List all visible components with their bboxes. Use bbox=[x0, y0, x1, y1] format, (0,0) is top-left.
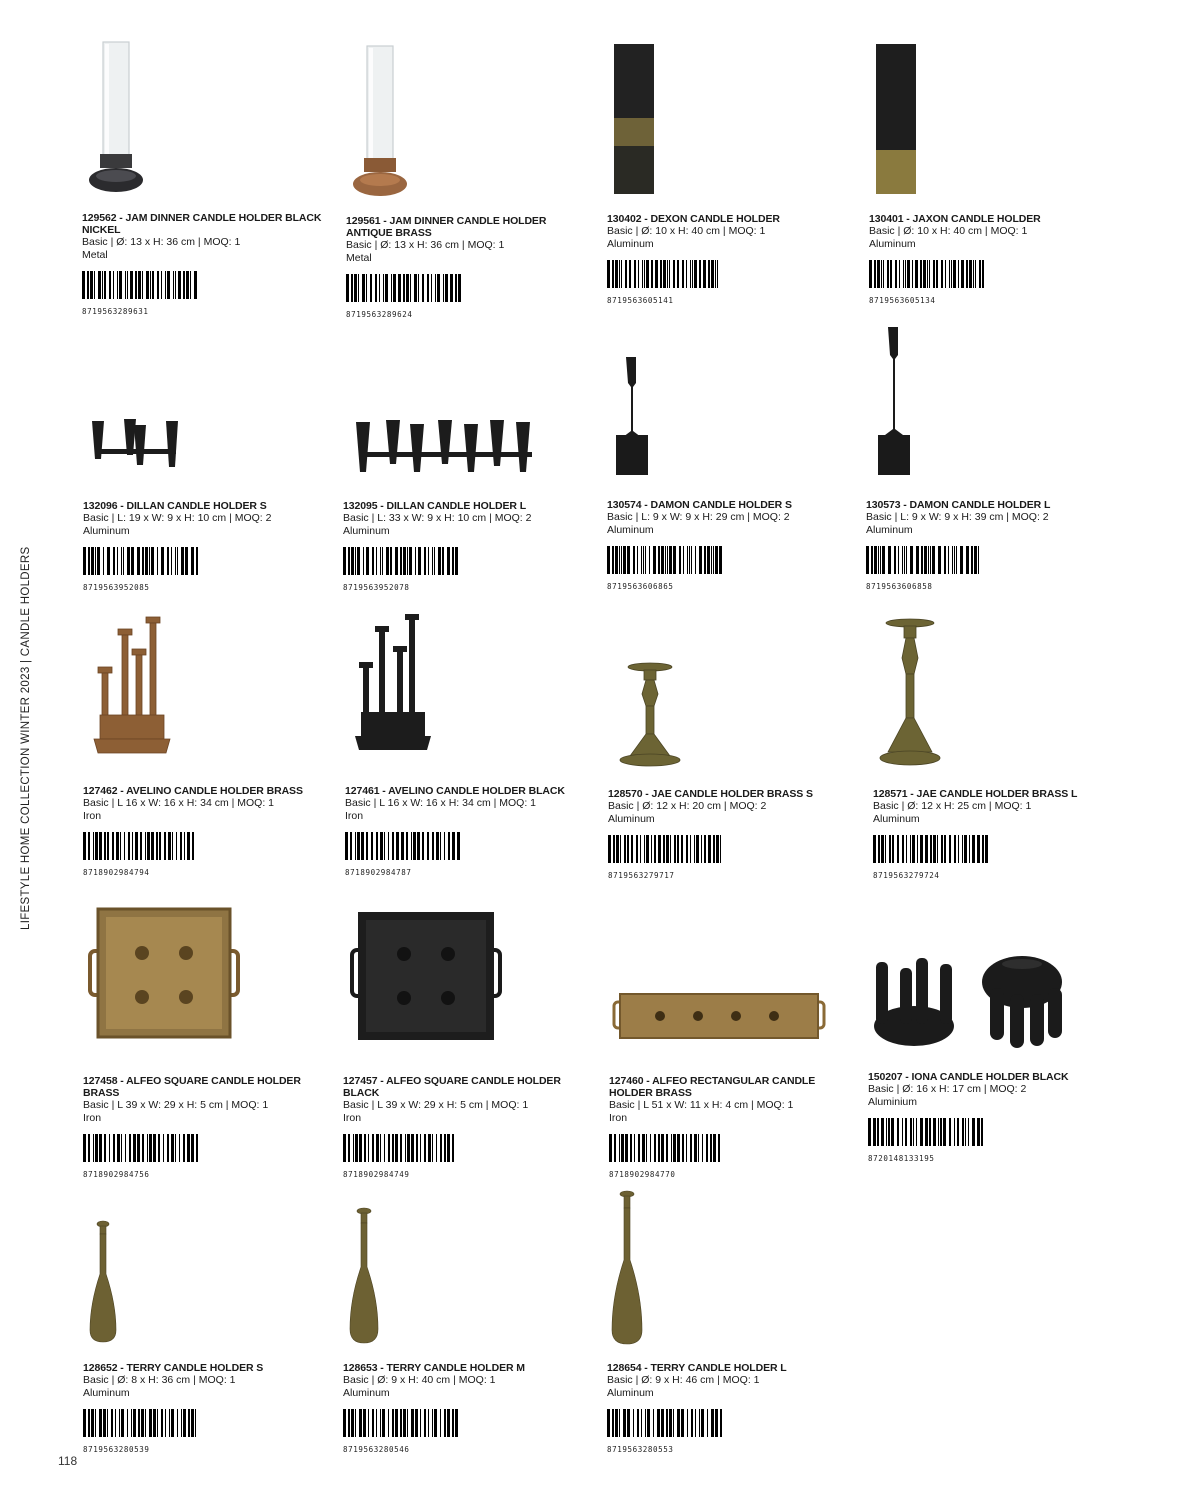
product-card bbox=[607, 1362, 857, 1454]
octopus-black-image bbox=[872, 954, 1082, 1050]
ean-code: 8719563289631 bbox=[82, 307, 149, 316]
glass-hurricane-black-nickel-image bbox=[86, 40, 156, 195]
product-card bbox=[609, 1075, 859, 1179]
ean-code: 8719563952078 bbox=[343, 583, 410, 592]
ean-code: 8719563280539 bbox=[83, 1445, 150, 1454]
product-spec: Basic | L 16 x W: 16 x H: 34 cm | MOQ: 1 bbox=[83, 797, 275, 809]
product-title: 128654 - TERRY CANDLE HOLDER L bbox=[607, 1362, 787, 1374]
product-material: Metal bbox=[346, 252, 372, 264]
product-spec: Basic | Ø: 12 x H: 20 cm | MOQ: 2 bbox=[608, 800, 767, 812]
product-material: Aluminum bbox=[343, 1387, 390, 1399]
section-label: LIFESTYLE HOME COLLECTION WINTER 2023 | CANDLE HOLDERS bbox=[20, 546, 32, 930]
product-title: 130402 - DEXON CANDLE HOLDER bbox=[607, 213, 780, 225]
pillar-stand-brass-small-image bbox=[618, 662, 682, 768]
ean-code: 8719563279724 bbox=[873, 871, 940, 880]
ean-code: 8718902984787 bbox=[345, 868, 412, 877]
barcode bbox=[873, 835, 989, 863]
square-tray-black-image bbox=[350, 908, 502, 1044]
product-title: 129561 - JAM DINNER CANDLE HOLDER ANTIQUE BRASS bbox=[346, 215, 547, 239]
product-material: Aluminium bbox=[868, 1096, 918, 1108]
barcode bbox=[83, 832, 199, 860]
barcode bbox=[343, 547, 459, 575]
barcode bbox=[869, 260, 985, 288]
ean-code: 8718902984770 bbox=[609, 1170, 676, 1179]
multi-cup-black-large-image bbox=[352, 416, 540, 476]
product-material: Iron bbox=[609, 1112, 628, 1124]
product-material: Metal bbox=[82, 249, 108, 261]
ean-code: 8718902984749 bbox=[343, 1170, 410, 1179]
barcode bbox=[608, 835, 724, 863]
product-card bbox=[343, 1075, 593, 1179]
product-title: 127458 - ALFEO SQUARE CANDLE HOLDER BRASS bbox=[83, 1075, 301, 1099]
barcode bbox=[607, 546, 723, 574]
product-spec: Basic | L: 9 x W: 9 x H: 29 cm | MOQ: 2 bbox=[607, 511, 790, 523]
product-material: Aluminum bbox=[873, 813, 920, 825]
product-material: Iron bbox=[345, 810, 364, 822]
ean-code: 8718902984756 bbox=[83, 1170, 150, 1179]
product-spec: Basic | Ø: 13 x H: 36 cm | MOQ: 1 bbox=[346, 239, 505, 251]
product-spec: Basic | Ø: 8 x H: 36 cm | MOQ: 1 bbox=[83, 1374, 236, 1386]
barcode bbox=[82, 271, 198, 299]
product-title: 130573 - DAMON CANDLE HOLDER L bbox=[866, 499, 1051, 511]
product-material: Aluminum bbox=[83, 525, 130, 537]
product-spec: Basic | L 51 x W: 11 x H: 4 cm | MOQ: 1 bbox=[609, 1099, 794, 1111]
barcode bbox=[866, 546, 982, 574]
barcode bbox=[343, 1134, 459, 1162]
product-spec: Basic | L: 33 x W: 9 x H: 10 cm | MOQ: 2 bbox=[343, 512, 532, 524]
candelabra-black-image bbox=[353, 612, 433, 764]
product-spec: Basic | L: 19 x W: 9 x H: 10 cm | MOQ: 2 bbox=[83, 512, 272, 524]
product-title: 128652 - TERRY CANDLE HOLDER S bbox=[83, 1362, 264, 1374]
bottle-brass-medium-image bbox=[348, 1207, 380, 1345]
product-card bbox=[83, 1362, 333, 1454]
barcode bbox=[345, 832, 461, 860]
product-title: 128571 - JAE CANDLE HOLDER BRASS L bbox=[873, 788, 1078, 800]
product-spec: Basic | Ø: 9 x H: 46 cm | MOQ: 1 bbox=[607, 1374, 760, 1386]
barcode bbox=[607, 260, 723, 288]
cylinder-black-gold-base-image bbox=[874, 42, 918, 197]
bottle-brass-large-image bbox=[610, 1190, 644, 1346]
product-card bbox=[608, 788, 858, 880]
product-card bbox=[866, 499, 1116, 591]
product-card bbox=[343, 1362, 593, 1454]
product-material: Aluminum bbox=[869, 238, 916, 250]
barcode bbox=[609, 1134, 725, 1162]
product-title: 130574 - DAMON CANDLE HOLDER S bbox=[607, 499, 792, 511]
pillar-stand-brass-large-image bbox=[878, 618, 942, 768]
ean-code: 8719563280546 bbox=[343, 1445, 410, 1454]
product-spec: Basic | L 16 x W: 16 x H: 34 cm | MOQ: 1 bbox=[345, 797, 537, 809]
product-card bbox=[82, 212, 332, 316]
product-card bbox=[83, 500, 333, 592]
product-material: Aluminum bbox=[866, 524, 913, 536]
ean-code: 8718902984794 bbox=[83, 868, 150, 877]
product-spec: Basic | Ø: 13 x H: 36 cm | MOQ: 1 bbox=[82, 236, 241, 248]
product-card bbox=[343, 500, 593, 592]
barcode bbox=[83, 547, 199, 575]
product-card bbox=[346, 215, 596, 319]
product-material: Aluminum bbox=[607, 524, 654, 536]
ean-code: 8719563605134 bbox=[869, 296, 936, 305]
product-title: 128653 - TERRY CANDLE HOLDER M bbox=[343, 1362, 525, 1374]
square-tray-brass-image bbox=[88, 905, 240, 1041]
product-title: 127457 - ALFEO SQUARE CANDLE HOLDER BLACK bbox=[343, 1075, 561, 1099]
ean-code: 8719563606865 bbox=[607, 582, 674, 591]
barcode bbox=[346, 274, 462, 302]
product-material: Aluminum bbox=[607, 1387, 654, 1399]
stem-block-black-small-image bbox=[612, 355, 652, 477]
product-material: Aluminum bbox=[608, 813, 655, 825]
product-card bbox=[83, 1075, 333, 1179]
product-material: Iron bbox=[83, 810, 102, 822]
product-spec: Basic | L: 9 x W: 9 x H: 39 cm | MOQ: 2 bbox=[866, 511, 1049, 523]
product-material: Aluminum bbox=[83, 1387, 130, 1399]
product-title: 150207 - IONA CANDLE HOLDER BLACK bbox=[868, 1071, 1069, 1083]
barcode bbox=[83, 1134, 199, 1162]
product-title: 132095 - DILLAN CANDLE HOLDER L bbox=[343, 500, 527, 512]
barcode bbox=[607, 1409, 723, 1437]
ean-code: 8719563605141 bbox=[607, 296, 674, 305]
barcode bbox=[83, 1409, 199, 1437]
product-card bbox=[607, 213, 857, 305]
bottle-brass-small-image bbox=[88, 1220, 118, 1344]
product-card bbox=[345, 785, 595, 877]
product-card bbox=[869, 213, 1119, 305]
product-title: 127462 - AVELINO CANDLE HOLDER BRASS bbox=[83, 785, 303, 797]
product-card bbox=[607, 499, 857, 591]
product-material: Iron bbox=[343, 1112, 362, 1124]
product-spec: Basic | Ø: 12 x H: 25 cm | MOQ: 1 bbox=[873, 800, 1032, 812]
ean-code: 8719563289624 bbox=[346, 310, 413, 319]
product-spec: Basic | L 39 x W: 29 x H: 5 cm | MOQ: 1 bbox=[343, 1099, 529, 1111]
product-material: Iron bbox=[83, 1112, 102, 1124]
product-title: 130401 - JAXON CANDLE HOLDER bbox=[869, 213, 1041, 225]
barcode bbox=[343, 1409, 459, 1437]
glass-hurricane-brass-image bbox=[350, 44, 420, 199]
product-title: 127461 - AVELINO CANDLE HOLDER BLACK bbox=[345, 785, 565, 797]
barcode bbox=[868, 1118, 984, 1146]
candelabra-brass-image bbox=[92, 615, 172, 767]
multi-cup-black-small-image bbox=[88, 415, 184, 475]
ean-code: 8719563952085 bbox=[83, 583, 150, 592]
product-spec: Basic | Ø: 16 x H: 17 cm | MOQ: 2 bbox=[868, 1083, 1027, 1095]
ean-code: 8719563279717 bbox=[608, 871, 675, 880]
stem-block-black-large-image bbox=[874, 325, 914, 477]
product-card bbox=[868, 1071, 1118, 1163]
product-title: 132096 - DILLAN CANDLE HOLDER S bbox=[83, 500, 267, 512]
cylinder-black-gold-band-image bbox=[612, 42, 656, 197]
product-card bbox=[873, 788, 1123, 880]
product-material: Aluminum bbox=[607, 238, 654, 250]
ean-code: 8719563606858 bbox=[866, 582, 933, 591]
product-title: 128570 - JAE CANDLE HOLDER BRASS S bbox=[608, 788, 813, 800]
product-spec: Basic | L 39 x W: 29 x H: 5 cm | MOQ: 1 bbox=[83, 1099, 269, 1111]
product-material: Aluminum bbox=[343, 525, 390, 537]
ean-code: 8719563280553 bbox=[607, 1445, 674, 1454]
product-spec: Basic | Ø: 10 x H: 40 cm | MOQ: 1 bbox=[869, 225, 1028, 237]
ean-code: 8720148133195 bbox=[868, 1154, 935, 1163]
product-spec: Basic | Ø: 10 x H: 40 cm | MOQ: 1 bbox=[607, 225, 766, 237]
rect-tray-brass-image bbox=[612, 990, 826, 1042]
product-spec: Basic | Ø: 9 x H: 40 cm | MOQ: 1 bbox=[343, 1374, 496, 1386]
product-title: 129562 - JAM DINNER CANDLE HOLDER BLACK NICKEL bbox=[82, 212, 322, 236]
product-card bbox=[83, 785, 333, 877]
product-title: 127460 - ALFEO RECTANGULAR CANDLE HOLDER BRASS bbox=[609, 1075, 816, 1099]
page-number: 118 bbox=[58, 1454, 78, 1468]
